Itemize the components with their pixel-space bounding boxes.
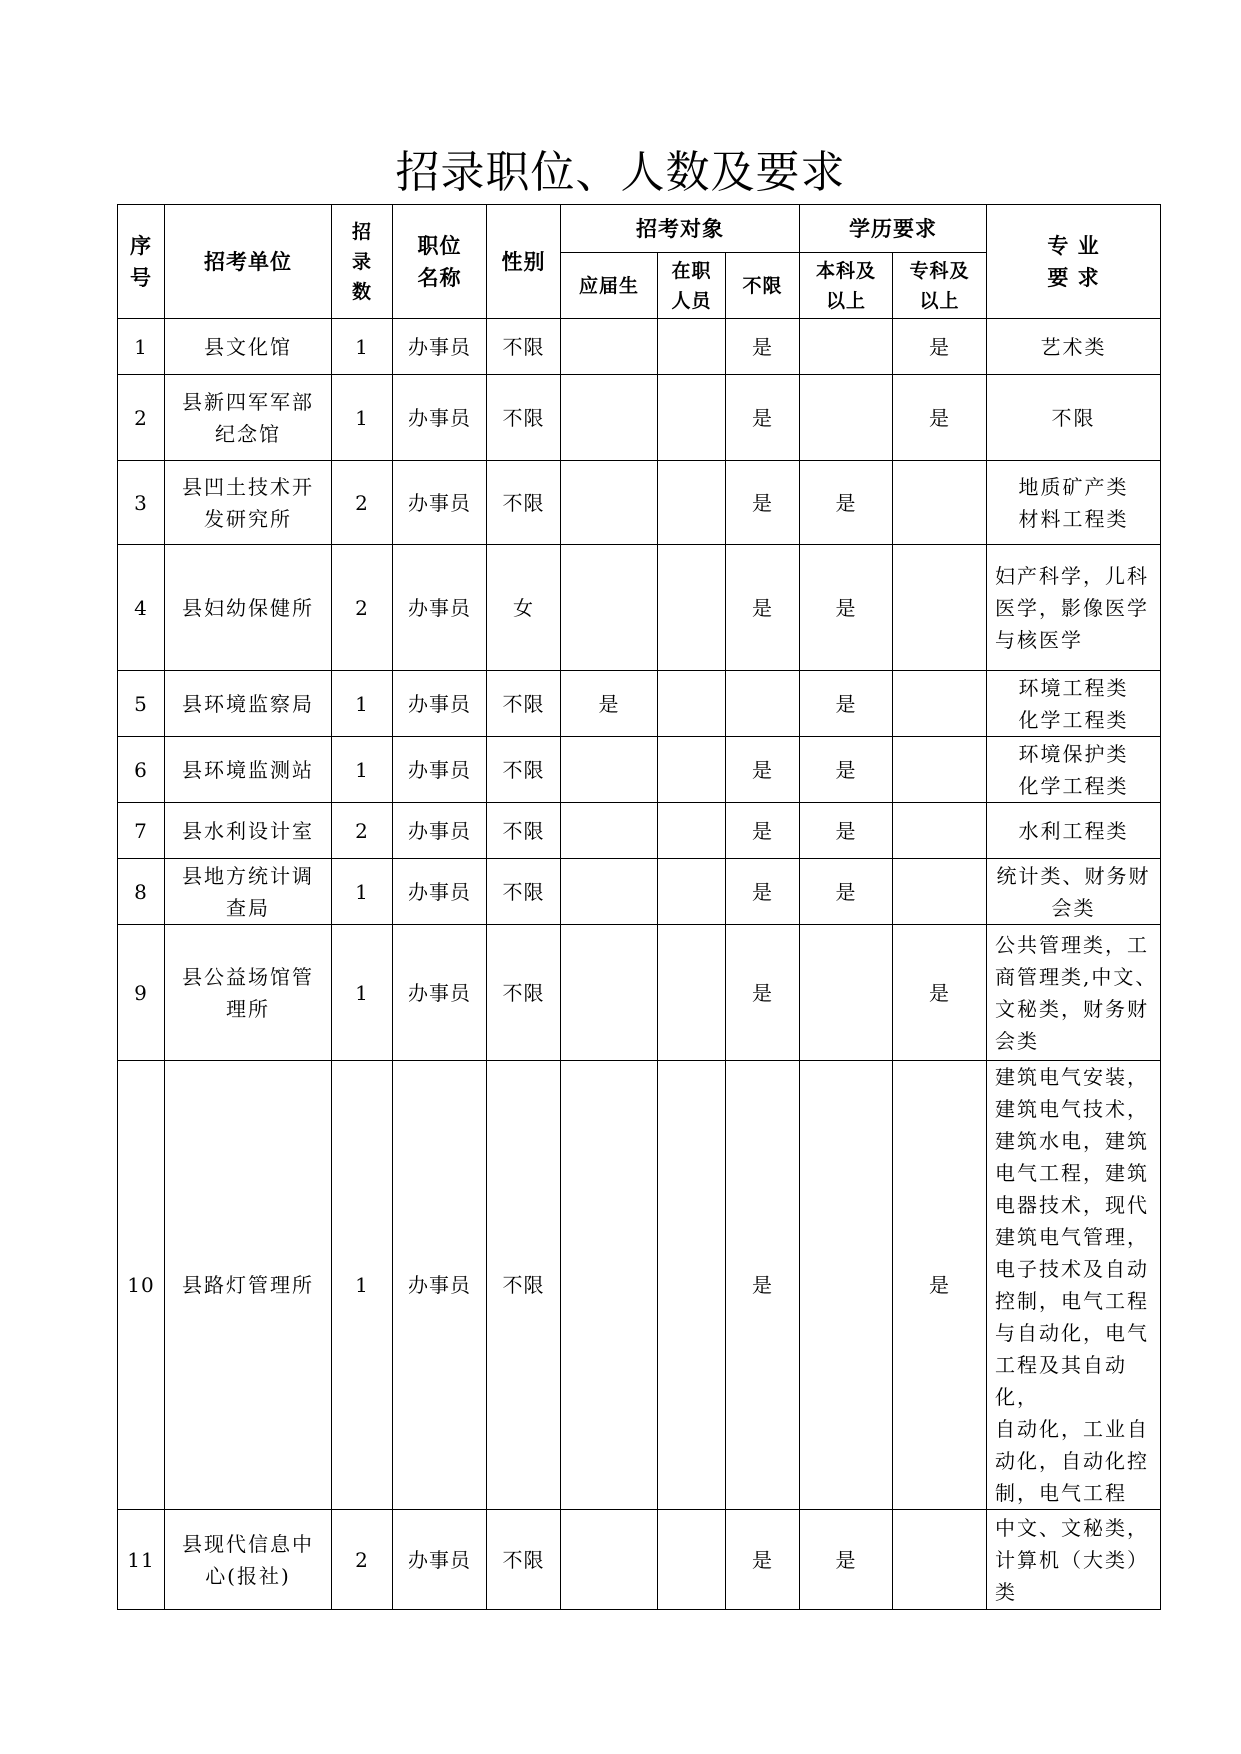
cell-graduate <box>561 737 658 803</box>
header-count: 招 录 数 <box>332 205 393 319</box>
header-position: 职位 名称 <box>393 205 487 319</box>
cell-bachelor <box>800 375 893 461</box>
cell-position: 办事员 <box>393 737 487 803</box>
cell-major-line: 地质矿产类 <box>1018 474 1129 499</box>
table-row <box>118 375 1161 461</box>
cell-bachelor: 是 <box>800 737 893 803</box>
cell-unit <box>165 671 332 737</box>
cell-unit-line: 县地方统计调 <box>182 863 314 888</box>
cell-unlimited: 是 <box>726 461 800 545</box>
cell-employed <box>658 737 726 803</box>
cell-major-line: 建筑电气安装， <box>995 1065 1150 1089</box>
cell-seq: 11 <box>118 1510 165 1610</box>
cell-gender: 女 <box>487 545 561 671</box>
cell-seq: 8 <box>118 859 165 925</box>
cell-bachelor: 是 <box>800 859 893 925</box>
cell-major <box>987 671 1161 737</box>
cell-unlimited: 是 <box>726 1510 800 1610</box>
cell-employed <box>658 545 726 671</box>
cell-graduate <box>561 925 658 1061</box>
cell-unit <box>165 859 332 925</box>
cell-employed <box>658 1510 726 1610</box>
cell-college: 是 <box>893 1061 987 1510</box>
cell-major-line: 类 <box>995 1579 1018 1604</box>
cell-graduate: 是 <box>561 671 658 737</box>
cell-gender: 不限 <box>487 375 561 461</box>
cell-major-line: 会类 <box>995 1028 1040 1053</box>
cell-major <box>987 545 1161 671</box>
cell-major-line: 中文、文秘类， <box>995 1515 1150 1540</box>
cell-unit <box>165 545 332 671</box>
cell-bachelor: 是 <box>800 461 893 545</box>
cell-unit-line: 县环境监测站 <box>182 757 314 782</box>
cell-major-line: 妇产科学，儿科 <box>995 563 1150 588</box>
cell-position: 办事员 <box>393 1510 487 1610</box>
cell-gender: 不限 <box>487 859 561 925</box>
cell-position: 办事员 <box>393 859 487 925</box>
cell-bachelor: 是 <box>800 671 893 737</box>
header-education-group: 学历要求 <box>800 205 987 253</box>
cell-major-line: 化学工程类 <box>1018 707 1129 732</box>
cell-major-line: 文秘类，财务财 <box>995 996 1150 1021</box>
cell-college: 是 <box>893 319 987 375</box>
cell-gender: 不限 <box>487 803 561 859</box>
cell-unit <box>165 319 332 375</box>
cell-major-line: 环境工程类 <box>1018 675 1129 700</box>
table-row <box>118 803 1161 859</box>
cell-unit <box>165 375 332 461</box>
cell-major <box>987 859 1161 925</box>
cell-gender: 不限 <box>487 1061 561 1510</box>
cell-major-line: 水利工程类 <box>1018 818 1129 843</box>
cell-graduate <box>561 375 658 461</box>
cell-employed <box>658 1061 726 1510</box>
cell-gender: 不限 <box>487 1510 561 1610</box>
cell-graduate <box>561 545 658 671</box>
cell-major-line: 与核医学 <box>995 627 1084 652</box>
cell-position: 办事员 <box>393 319 487 375</box>
cell-bachelor <box>800 925 893 1061</box>
cell-employed <box>658 375 726 461</box>
cell-seq: 10 <box>118 1061 165 1510</box>
header-college: 专科及 以上 <box>893 253 987 319</box>
cell-major-line: 医学，影像医学 <box>995 595 1150 620</box>
cell-major-line: 公共管理类，工 <box>995 932 1150 957</box>
header-unit: 招考单位 <box>165 205 332 319</box>
cell-college <box>893 671 987 737</box>
cell-unit-line: 县公益场馆管 <box>182 964 314 989</box>
header-unlimited: 不限 <box>726 253 800 319</box>
cell-bachelor <box>800 1061 893 1510</box>
cell-count: 1 <box>332 319 393 375</box>
cell-major-line: 控制，电气工程 <box>995 1289 1150 1313</box>
cell-count: 2 <box>332 1510 393 1610</box>
cell-major-line: 电子技术及自动 <box>995 1257 1150 1281</box>
cell-major-line: 与自动化，电气 <box>995 1321 1150 1345</box>
cell-unit-line: 县妇幼保健所 <box>182 595 314 620</box>
cell-seq: 4 <box>118 545 165 671</box>
cell-count: 2 <box>332 461 393 545</box>
cell-seq: 3 <box>118 461 165 545</box>
cell-unit-line: 县文化馆 <box>204 334 292 359</box>
cell-unit <box>165 737 332 803</box>
header-target-group: 招考对象 <box>561 205 800 253</box>
cell-employed <box>658 319 726 375</box>
cell-position: 办事员 <box>393 671 487 737</box>
cell-major-line: 统计类、财务财 <box>996 863 1151 888</box>
cell-unlimited: 是 <box>726 545 800 671</box>
cell-employed <box>658 925 726 1061</box>
cell-graduate <box>561 859 658 925</box>
cell-graduate <box>561 461 658 545</box>
cell-seq: 1 <box>118 319 165 375</box>
cell-major <box>987 1510 1161 1610</box>
cell-unit-line: 纪念馆 <box>215 421 281 446</box>
cell-college <box>893 545 987 671</box>
cell-major-line: 商管理类,中文、 <box>995 964 1158 989</box>
cell-seq: 6 <box>118 737 165 803</box>
cell-major <box>987 737 1161 803</box>
cell-count: 1 <box>332 375 393 461</box>
cell-unlimited: 是 <box>726 1061 800 1510</box>
cell-college <box>893 737 987 803</box>
cell-unit-line: 县路灯管理所 <box>182 1273 314 1297</box>
cell-major <box>987 1061 1161 1510</box>
cell-position: 办事员 <box>393 545 487 671</box>
cell-unit <box>165 461 332 545</box>
header-gender: 性别 <box>487 205 561 319</box>
cell-count: 1 <box>332 925 393 1061</box>
cell-seq: 9 <box>118 925 165 1061</box>
cell-unit-line: 县环境监察局 <box>182 691 314 716</box>
cell-major-line: 建筑电气管理， <box>995 1225 1150 1249</box>
cell-unit-line: 县凹土技术开 <box>182 474 314 499</box>
cell-count: 2 <box>332 545 393 671</box>
table-row <box>118 461 1161 545</box>
table-row <box>118 859 1161 925</box>
cell-unlimited <box>726 671 800 737</box>
cell-major-line: 化学工程类 <box>1018 773 1129 798</box>
cell-bachelor: 是 <box>800 545 893 671</box>
cell-position: 办事员 <box>393 803 487 859</box>
cell-college <box>893 461 987 545</box>
cell-major-line: 材料工程类 <box>1018 506 1129 531</box>
cell-major <box>987 319 1161 375</box>
cell-count: 1 <box>332 1061 393 1510</box>
cell-college <box>893 859 987 925</box>
cell-position: 办事员 <box>393 1061 487 1510</box>
cell-major-line: 电气工程，建筑 <box>995 1161 1150 1185</box>
cell-major <box>987 925 1161 1061</box>
cell-college <box>893 803 987 859</box>
cell-major <box>987 803 1161 859</box>
cell-unit-line: 查局 <box>226 895 270 920</box>
cell-major <box>987 461 1161 545</box>
cell-employed <box>658 803 726 859</box>
cell-unit <box>165 1510 332 1610</box>
cell-major-line: 动化，自动化控 <box>995 1449 1150 1473</box>
table-row <box>118 545 1161 671</box>
cell-unit-line: 县新四军军部 <box>182 389 314 414</box>
cell-count: 1 <box>332 671 393 737</box>
cell-major-line: 建筑电气技术， <box>995 1097 1150 1121</box>
cell-major-line: 工程及其自动化， <box>995 1353 1128 1409</box>
cell-unit-line: 县水利设计室 <box>182 818 314 843</box>
cell-unit <box>165 803 332 859</box>
cell-unit-line: 理所 <box>226 996 270 1021</box>
header-bachelor: 本科及 以上 <box>800 253 893 319</box>
cell-major-line: 艺术类 <box>1040 334 1107 359</box>
cell-unlimited: 是 <box>726 375 800 461</box>
cell-college <box>893 1510 987 1610</box>
cell-unit <box>165 925 332 1061</box>
table-row <box>118 737 1161 803</box>
cell-count: 2 <box>332 803 393 859</box>
cell-seq: 7 <box>118 803 165 859</box>
cell-major <box>987 375 1161 461</box>
cell-unlimited: 是 <box>726 803 800 859</box>
cell-count: 1 <box>332 737 393 803</box>
cell-gender: 不限 <box>487 461 561 545</box>
cell-graduate <box>561 1061 658 1510</box>
table-row <box>118 1061 1161 1510</box>
cell-gender: 不限 <box>487 671 561 737</box>
cell-college: 是 <box>893 375 987 461</box>
cell-unit <box>165 1061 332 1510</box>
header-employed: 在职 人员 <box>658 253 726 319</box>
cell-seq: 5 <box>118 671 165 737</box>
cell-graduate <box>561 319 658 375</box>
cell-major-line: 会类 <box>1051 895 1096 920</box>
cell-graduate <box>561 803 658 859</box>
cell-position: 办事员 <box>393 461 487 545</box>
table-row <box>118 1510 1161 1610</box>
cell-bachelor: 是 <box>800 803 893 859</box>
cell-unlimited: 是 <box>726 925 800 1061</box>
cell-major-line: 环境保护类 <box>1018 741 1129 766</box>
table-row <box>118 319 1161 375</box>
cell-position: 办事员 <box>393 375 487 461</box>
cell-major-line: 电器技术，现代 <box>995 1193 1150 1217</box>
cell-unlimited: 是 <box>726 319 800 375</box>
cell-unlimited: 是 <box>726 737 800 803</box>
cell-bachelor <box>800 319 893 375</box>
table-row <box>118 925 1161 1061</box>
cell-employed <box>658 859 726 925</box>
header-major: 专 业 要 求 <box>987 205 1161 319</box>
cell-major-line: 建筑水电，建筑 <box>995 1129 1150 1153</box>
cell-unit-line: 县现代信息中 <box>182 1531 314 1556</box>
cell-seq: 2 <box>118 375 165 461</box>
cell-major-line: 计算机（大类） <box>995 1547 1150 1572</box>
cell-gender: 不限 <box>487 737 561 803</box>
page-title: 招录职位、人数及要求 <box>395 147 846 198</box>
cell-major-line: 制，电气工程 <box>995 1481 1128 1505</box>
cell-gender: 不限 <box>487 319 561 375</box>
cell-unit-line: 心(报社) <box>205 1563 291 1588</box>
recruitment-table <box>117 204 1161 1610</box>
cell-unit-line: 发研究所 <box>204 506 292 531</box>
cell-unlimited: 是 <box>726 859 800 925</box>
header-seq: 序 号 <box>118 205 165 319</box>
header-graduate: 应届生 <box>561 253 658 319</box>
cell-position: 办事员 <box>393 925 487 1061</box>
cell-count: 1 <box>332 859 393 925</box>
cell-employed <box>658 671 726 737</box>
cell-gender: 不限 <box>487 925 561 1061</box>
cell-bachelor: 是 <box>800 1510 893 1610</box>
table-row <box>118 671 1161 737</box>
cell-major-line: 自动化，工业自 <box>995 1417 1150 1441</box>
cell-college: 是 <box>893 925 987 1061</box>
cell-graduate <box>561 1510 658 1610</box>
cell-employed <box>658 461 726 545</box>
cell-major-line: 不限 <box>1051 405 1096 430</box>
